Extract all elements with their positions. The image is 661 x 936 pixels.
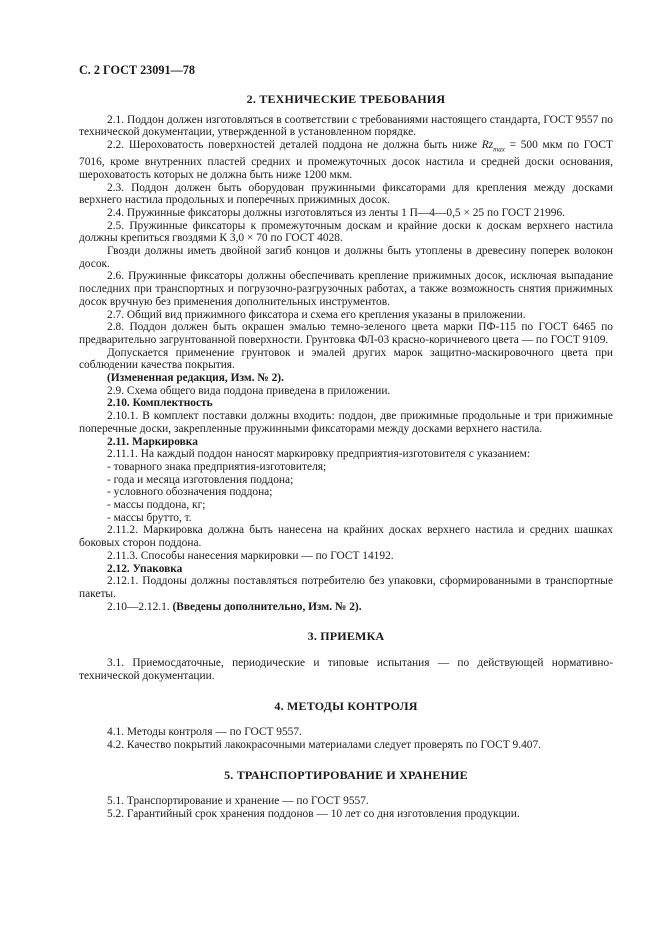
subheading-2-11: 2.11. Маркировка bbox=[107, 435, 198, 448]
paragraph-2-11-2: 2.11.2. Маркировка должна быть нанесена на крайних досках верхнего настила и средних шашках боковых сторон поддона. bbox=[79, 524, 613, 550]
amendment-intro bbox=[79, 601, 613, 614]
paragraph-2-2-end: = 500 мкм по ГОСТ 7016, кроме внутренних пластей средних и промежуточных досок настила и средней доски основания, шероховатость которых не должна быть ниже 1200 мкм. bbox=[79, 139, 613, 181]
paragraph-2-6: 2.6. Пружинные фиксаторы должны обеспечивать крепление прижимных досок, исключая выпадание последних при транспортных и погрузочно-разгрузочных работах, а также возможность снятия прижимных досок вручную без применения дополнительных инструментов. bbox=[79, 270, 613, 308]
list-item: - массы брутто, т. bbox=[107, 511, 192, 524]
paragraph-2-11-3: 2.11.3. Способы нанесения маркировки — по ГОСТ 14192. bbox=[107, 549, 394, 562]
section-2-title: 2. ТЕХНИЧЕСКИЕ ТРЕБОВАНИЯ bbox=[246, 92, 446, 106]
paragraph-2-8-primers: Допускается применение грунтовок и эмалей других марок защитно-маскировочного цвета при соблюдении качества покрытия. bbox=[79, 346, 613, 372]
amendment-intro-note: (Введены дополнительно, Изм. № 2). bbox=[172, 600, 362, 613]
paragraph-2-5-nails: Гвозди должны иметь двойной загиб концов и должны быть утоплены в древесину поперек волокон досок. bbox=[79, 245, 613, 270]
roughness-symbol: $Rz_{max}$ bbox=[481, 139, 505, 154]
paragraph-2-9: 2.9. Схема общего вида поддона приведена в приложении. bbox=[107, 384, 391, 397]
paragraph-2-8: 2.8. Поддон должен быть окрашен эмалью темно-зеленого цвета марки ПФ-115 по ГОСТ 6465 по предварительно загрунтованной поверхности. Грунтовка ФЛ-03 красно-коричневого цвета — по ГОСТ 9109. bbox=[79, 321, 613, 346]
paragraph-2-1: 2.1. Поддон должен изготовляться в соответствии с требованиями настоящего стандарта, ГОСТ 9557 по технической документации, утвержденной в установленном порядке. bbox=[79, 113, 613, 139]
amendment-range: 2.10—2.12.1. bbox=[107, 600, 170, 613]
subheading-2-12: 2.12. Упаковка bbox=[107, 562, 183, 575]
paragraph-2-5: 2.5. Пружинные фиксаторы к промежуточным доскам и крайние доски к доскам верхнего настила должны крепиться гвоздями К 3,0 × 70 по ГОСТ 4028. bbox=[79, 219, 613, 245]
list-item: - условного обозначения поддона; bbox=[107, 486, 273, 499]
paragraph-2-11-1: 2.11.1. На каждый поддон наносят маркировку предприятия-изготовителя с указанием: bbox=[107, 448, 531, 461]
list-item: - массы поддона, кг; bbox=[107, 499, 206, 512]
paragraph-2-2 bbox=[79, 139, 613, 181]
paragraph-5-2: 5.2. Гарантийный срок хранения поддонов — 10 лет со дня изготовления продукции. bbox=[107, 808, 520, 821]
paragraph-2-4: 2.4. Пружинные фиксаторы должны изготовляться из ленты 1 П—4—0,5 × 25 по ГОСТ 21996. bbox=[107, 206, 566, 219]
paragraph-2-7: 2.7. Общий вид прижимного фиксатора и схема его крепления указаны в приложении. bbox=[107, 308, 526, 321]
paragraph-2-3: 2.3. Поддон должен быть оборудован пружинными фиксаторами для крепления между досками верхнего настила продольных и поперечных прижимных досок. bbox=[79, 181, 613, 207]
subheading-2-10: 2.10. Комплектность bbox=[107, 397, 213, 410]
paragraph-2-10-1: 2.10.1. В комплект поставки должны входить: поддон, две прижимные продольные и три прижимные поперечные доски, закрепленные пружинными фиксаторами между досками верхнего настила. bbox=[79, 410, 613, 435]
section-4-title: 4. МЕТОДЫ КОНТРОЛЯ bbox=[274, 698, 418, 713]
section-3-title: 3. ПРИЕМКА bbox=[307, 629, 385, 644]
amendment-note: (Измененная редакция, Изм. № 2). bbox=[107, 372, 284, 385]
paragraph-2-12-1: 2.12.1. Поддоны должны поставляться потребителю без упаковки, сформированными в транспортные пакеты. bbox=[79, 575, 613, 600]
list-item: - года и месяца изготовления поддона; bbox=[107, 473, 294, 486]
paragraph-5-1: 5.1. Транспортирование и хранение — по ГОСТ 9557. bbox=[107, 795, 369, 808]
paragraph-2-2-start: 2.2. Шероховатость поверхностей деталей поддона не должна быть ниже bbox=[107, 139, 478, 152]
paragraph-3-1: 3.1. Приемосдаточные, периодические и типовые испытания — по действующей нормативно-технической документации. bbox=[79, 657, 613, 682]
page-content bbox=[79, 93, 613, 821]
list-item: - товарного знака предприятия-изготовителя; bbox=[107, 460, 327, 473]
page-header: С. 2 ГОСТ 23091—78 bbox=[79, 63, 195, 77]
paragraph-4-1: 4.1. Методы контроля — по ГОСТ 9557. bbox=[107, 726, 302, 739]
paragraph-4-2: 4.2. Качество покрытий лакокрасочными материалами следует проверять по ГОСТ 9.407. bbox=[107, 738, 541, 751]
section-5-title: 5. ТРАНСПОРТИРОВАНИЕ И ХРАНЕНИЕ bbox=[224, 767, 468, 782]
